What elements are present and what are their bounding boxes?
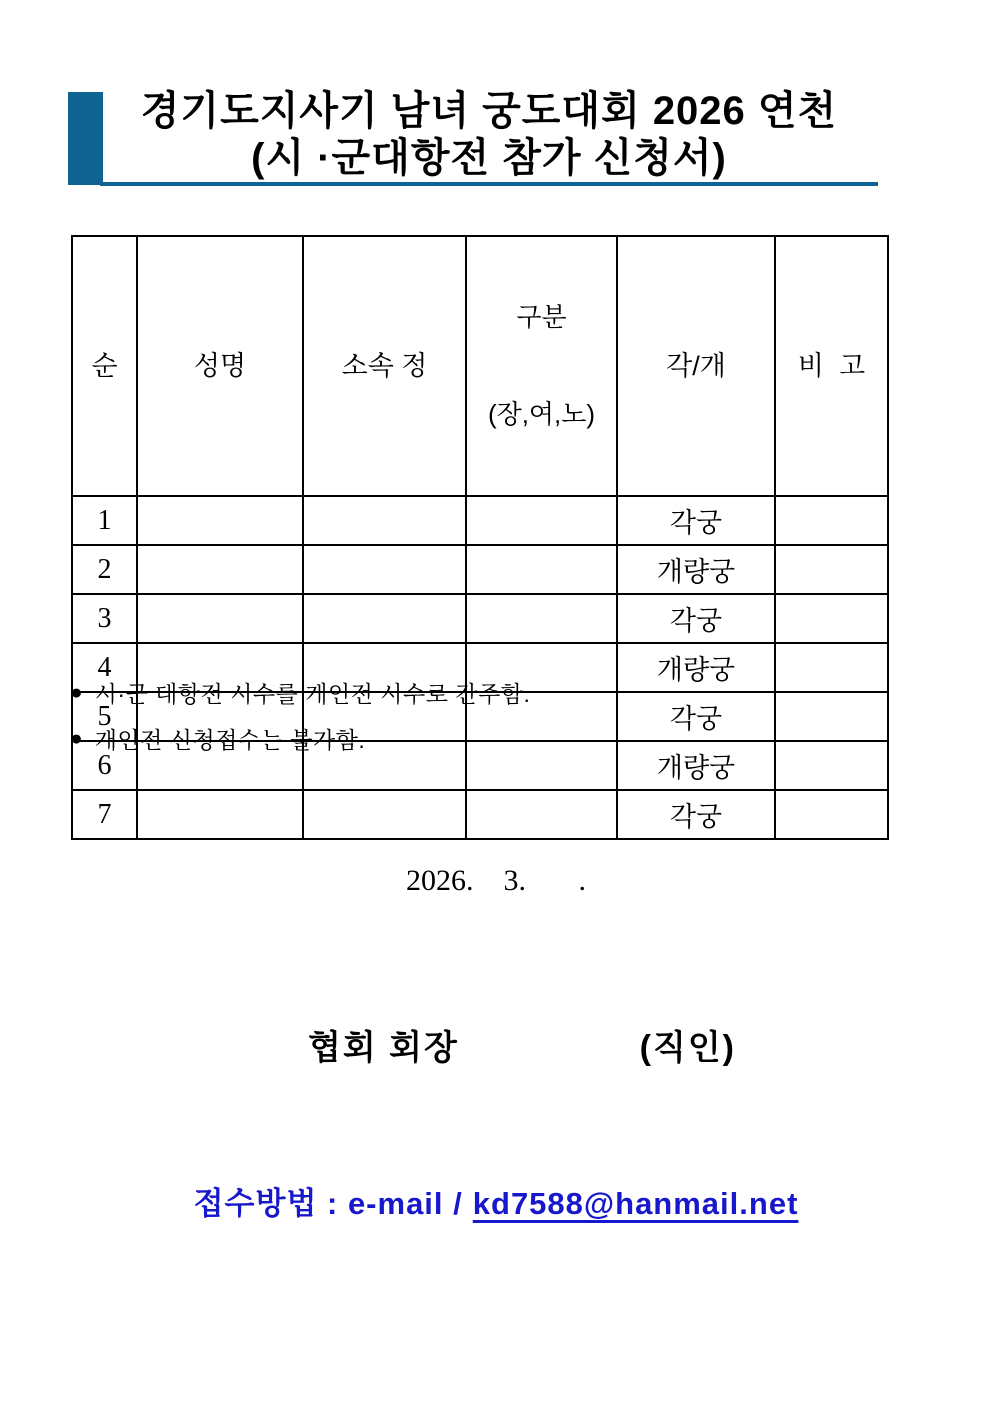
note-text: 시·군 대항전 시수를 개인전 시수로 간주함. (94, 681, 531, 707)
cell-division (466, 594, 617, 643)
table-body (72, 496, 888, 839)
bullet-icon: ● (70, 681, 83, 704)
note-text: 개인전 신청접수는 불가함. (94, 727, 366, 753)
header-no: 순 (72, 236, 137, 496)
cell-affiliation (303, 790, 466, 839)
cell-bow-type: 개량궁 (617, 643, 775, 692)
page-title-line1: 경기도지사기 남녀 궁도대회 2026 연천 (140, 89, 838, 133)
cell-name (137, 594, 303, 643)
cell-division (466, 496, 617, 545)
table-row (72, 496, 888, 545)
title-accent-bar (68, 92, 103, 185)
cell-bow-type: 각궁 (617, 594, 775, 643)
header-division-line2: (장,여,노) (487, 399, 596, 429)
cell-affiliation (303, 545, 466, 594)
table-row (72, 790, 888, 839)
cell-remarks (775, 692, 888, 741)
cell-name (137, 545, 303, 594)
cell-no: 1 (72, 496, 137, 545)
cell-bow-type: 각궁 (617, 496, 775, 545)
header-name: 성명 (137, 236, 303, 496)
cell-remarks (775, 643, 888, 692)
header-remarks: 비 고 (775, 236, 888, 496)
seal-placeholder: (직인) (639, 1029, 736, 1067)
cell-division (466, 790, 617, 839)
page-title-line2: (시 ·군대항전 참가 신청서) (251, 136, 727, 180)
cell-remarks (775, 594, 888, 643)
table-row (72, 594, 888, 643)
cell-no: 4 (72, 643, 137, 692)
cell-remarks (775, 790, 888, 839)
date-line: 2026. 3. . (406, 864, 586, 897)
cell-no: 5 (72, 692, 137, 741)
table-row (72, 545, 888, 594)
cell-name (137, 790, 303, 839)
page-title (100, 88, 878, 182)
cell-bow-type: 개량궁 (617, 741, 775, 790)
cell-no: 2 (72, 545, 137, 594)
email-link[interactable]: kd7588@hanmail.net (472, 1186, 799, 1221)
cell-bow-type: 개량궁 (617, 545, 775, 594)
cell-remarks (775, 496, 888, 545)
cell-no: 7 (72, 790, 137, 839)
note-line (70, 722, 770, 755)
cell-division (466, 545, 617, 594)
cell-remarks (775, 545, 888, 594)
header-bow-type: 각/개 (617, 236, 775, 496)
cell-affiliation (303, 594, 466, 643)
note-line (70, 676, 770, 709)
header-division-line1: 구분 (516, 302, 567, 332)
bullet-icon: ● (70, 727, 83, 750)
submission-label: 접수방법 : e-mail / (193, 1186, 463, 1221)
table-header-row (72, 236, 888, 496)
cell-no: 3 (72, 594, 137, 643)
cell-bow-type: 각궁 (617, 692, 775, 741)
cell-affiliation (303, 496, 466, 545)
cell-bow-type: 각궁 (617, 790, 775, 839)
header-division (466, 236, 617, 496)
cell-remarks (775, 741, 888, 790)
submission-line (0, 1178, 992, 1223)
signature-line (308, 1020, 736, 1069)
signer-title: 협회 회장 (308, 1029, 459, 1067)
title-underline (100, 182, 878, 186)
cell-name (137, 496, 303, 545)
notes-list (70, 676, 770, 768)
cell-no: 6 (72, 741, 137, 790)
header-affiliation: 소속 정 (303, 236, 466, 496)
